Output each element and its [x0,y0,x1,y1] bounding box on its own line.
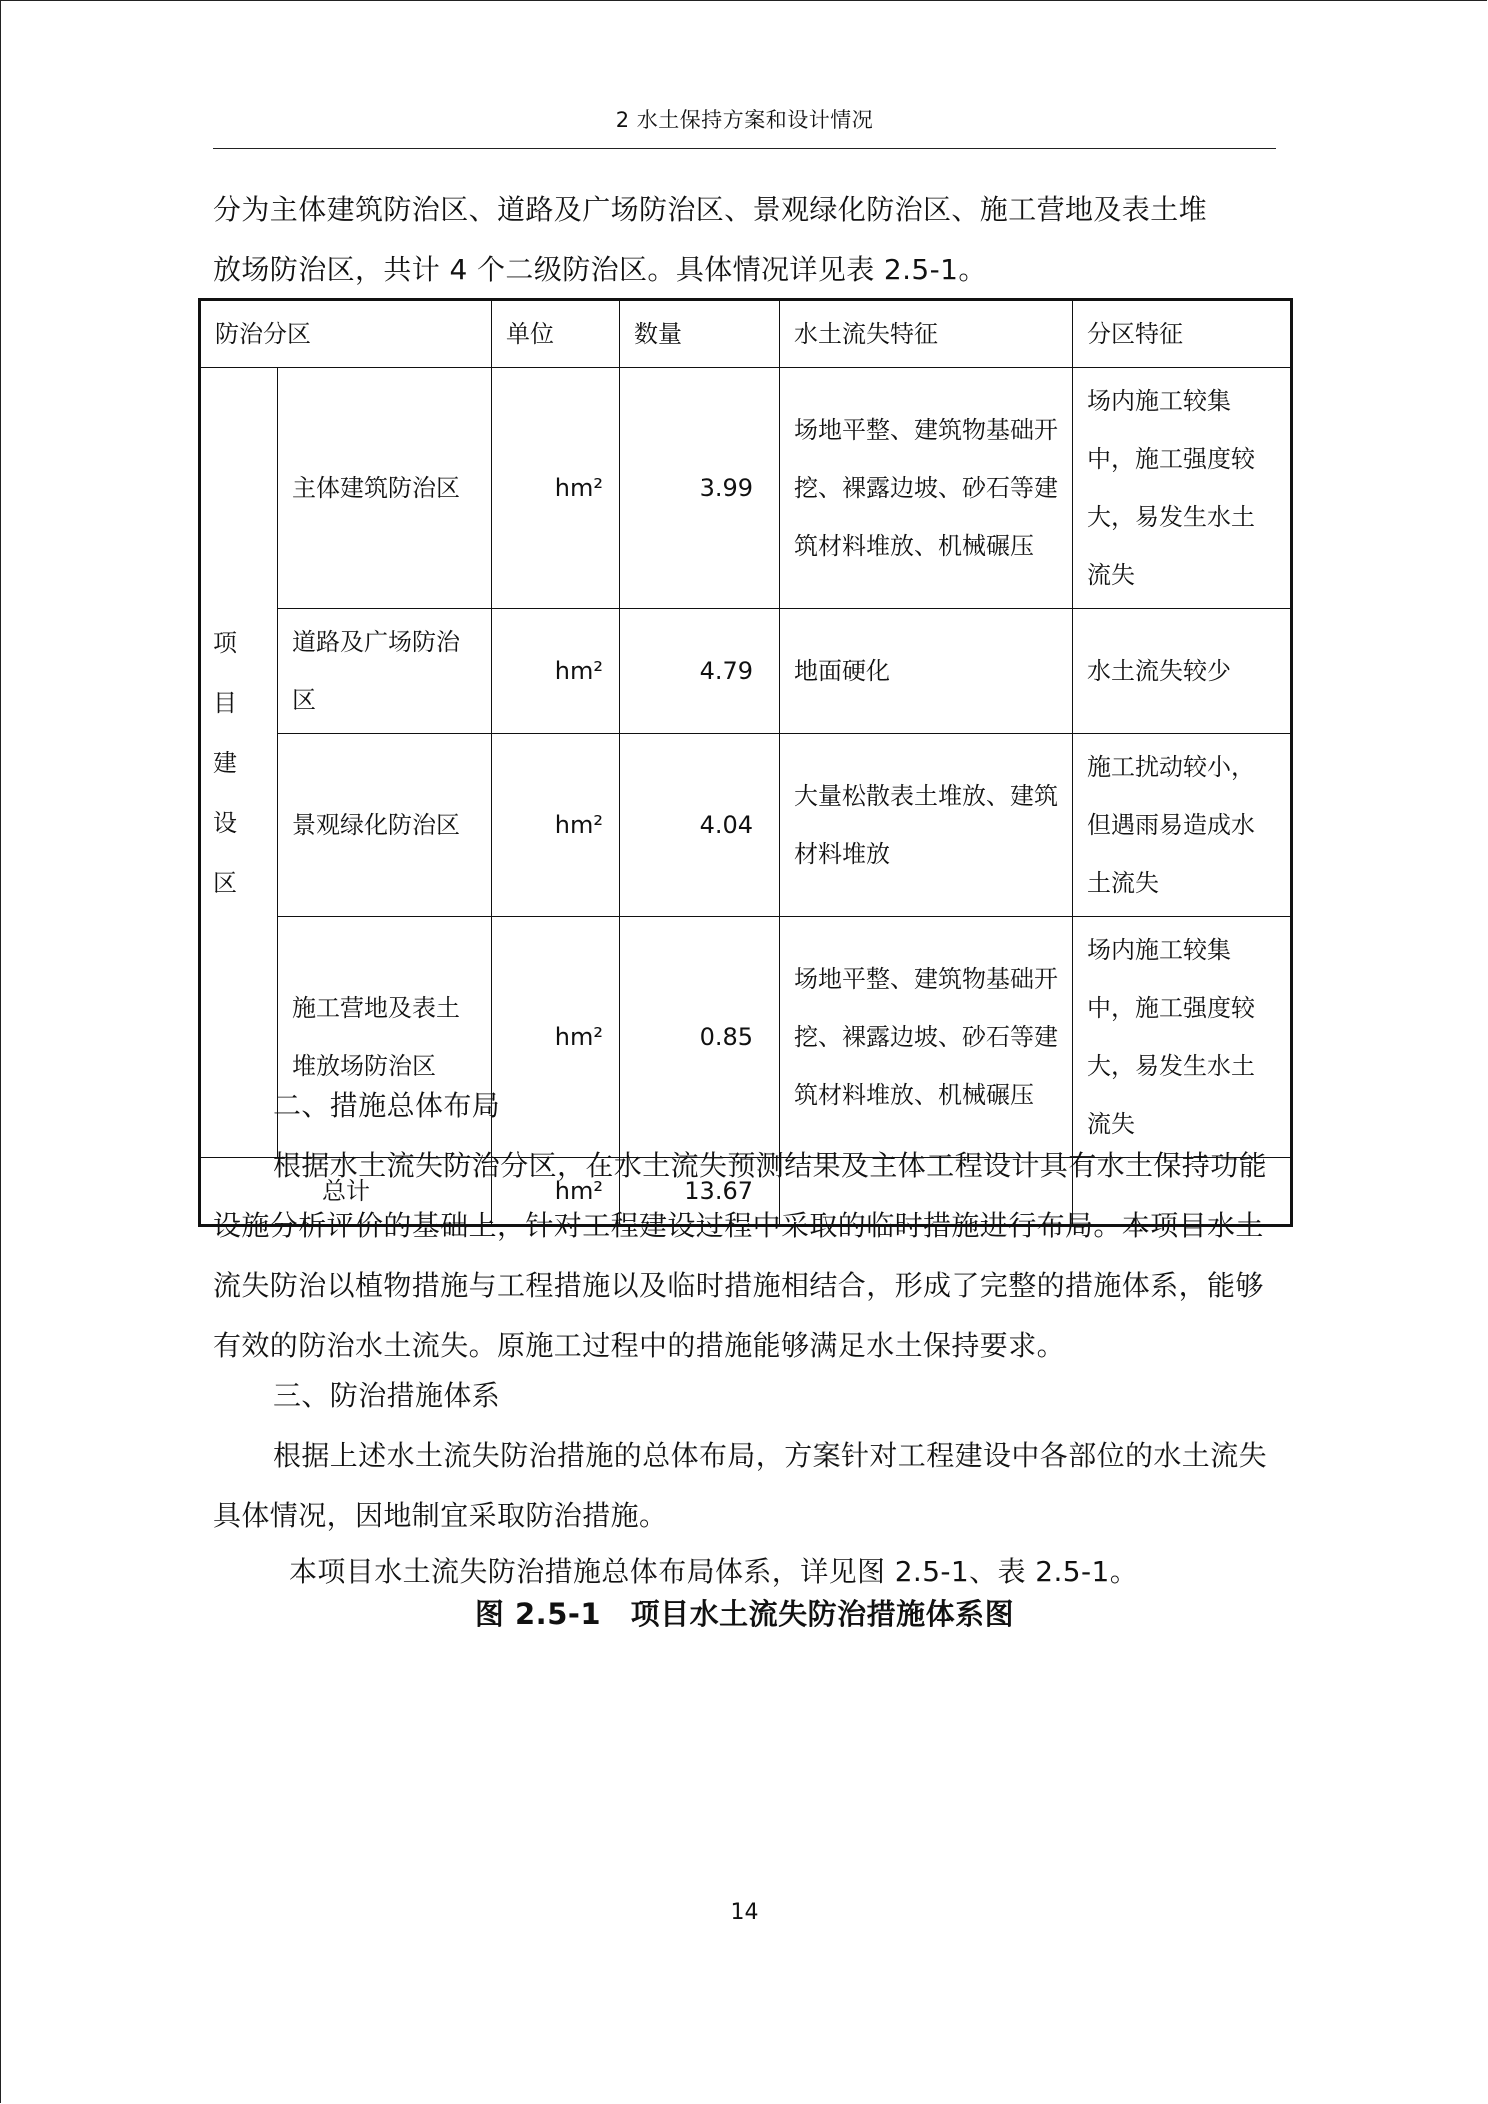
table-row [200,609,1292,734]
header-rule [213,148,1276,149]
header-zone: 防治分区 [200,300,492,368]
table-row [200,734,1292,917]
qty-cell: 0.85 [620,917,780,1158]
feature-cell: 场内施工较集中，施工强度较大，易发生水土流失 [1073,917,1292,1158]
qty-cell: 4.79 [620,609,780,734]
header-loss: 水土流失特征 [780,300,1073,368]
intro-line-1: 分为主体建筑防治区、道路及广场防治区、景观绿化防治区、施工营地及表土堆 [213,193,1208,226]
figure-caption: 图 2.5-1 项目水土流失防治措施体系图 [474,1597,1015,1631]
loss-cell: 大量松散表土堆放、建筑材料堆放 [780,734,1073,917]
section-3-body: 根据上述水土流失防治措施的总体布局，方案针对工程建设中各部位的水土流失具体情况，因地制宜采取防治措施。 [213,1439,1268,1532]
page-number: 14 [730,1900,759,1925]
header-feature: 分区特征 [1073,300,1292,368]
total-label: 总计 [200,1158,492,1226]
total-unit: hm² [492,1158,620,1226]
unit-cell: hm² [492,734,620,917]
table-row [200,368,1292,609]
group-label: 项目建设区 [200,368,278,1158]
zone-name: 主体建筑防治区 [278,368,492,609]
zone-name: 道路及广场防治区 [278,609,492,734]
table-header-row [200,300,1292,368]
loss-cell: 场地平整、建筑物基础开挖、裸露边坡、砂石等建筑材料堆放、机械碾压 [780,917,1073,1158]
unit-cell: hm² [492,609,620,734]
qty-cell: 3.99 [620,368,780,609]
total-qty: 13.67 [620,1158,780,1226]
zone-name: 施工营地及表土堆放场防治区 [278,917,492,1158]
zone-name: 景观绿化防治区 [278,734,492,917]
section-2-body: 根据水土流失防治分区，在水土流失预测结果及主体工程设计具有水土保持功能设施分析评价的基础上，针对工程建设过程中采取的临时措施进行布局。本项目水土流失防治以植物措施与工程措施以及临时措施相结合，形成了完整的措施体系，能够有效的防治水土流失。原施工过程中的措施能够满足水土保持要求。 [213,1149,1268,1362]
feature-cell: 场内施工较集中，施工强度较大，易发生水土流失 [1073,368,1292,609]
reference-line: 本项目水土流失防治措施总体布局体系，详见图 2.5-1、表 2.5-1。 [289,1555,1139,1588]
header-qty: 数量 [620,300,780,368]
unit-cell: hm² [492,917,620,1158]
intro-paragraph [213,180,1276,300]
section-3-title: 三、防治措施体系 [273,1379,501,1412]
loss-cell: 地面硬化 [780,609,1073,734]
header-unit: 单位 [492,300,620,368]
feature-cell: 水土流失较少 [1073,609,1292,734]
unit-cell: hm² [492,368,620,609]
section-2-title: 二、措施总体布局 [273,1089,501,1122]
loss-cell: 场地平整、建筑物基础开挖、裸露边坡、砂石等建筑材料堆放、机械碾压 [780,368,1073,609]
feature-cell: 施工扰动较小，但遇雨易造成水土流失 [1073,734,1292,917]
intro-line-2: 放场防治区，共计 4 个二级防治区。具体情况详见表 2.5-1。 [213,253,987,286]
page-header: 2 水土保持方案和设计情况 [615,108,874,132]
qty-cell: 4.04 [620,734,780,917]
